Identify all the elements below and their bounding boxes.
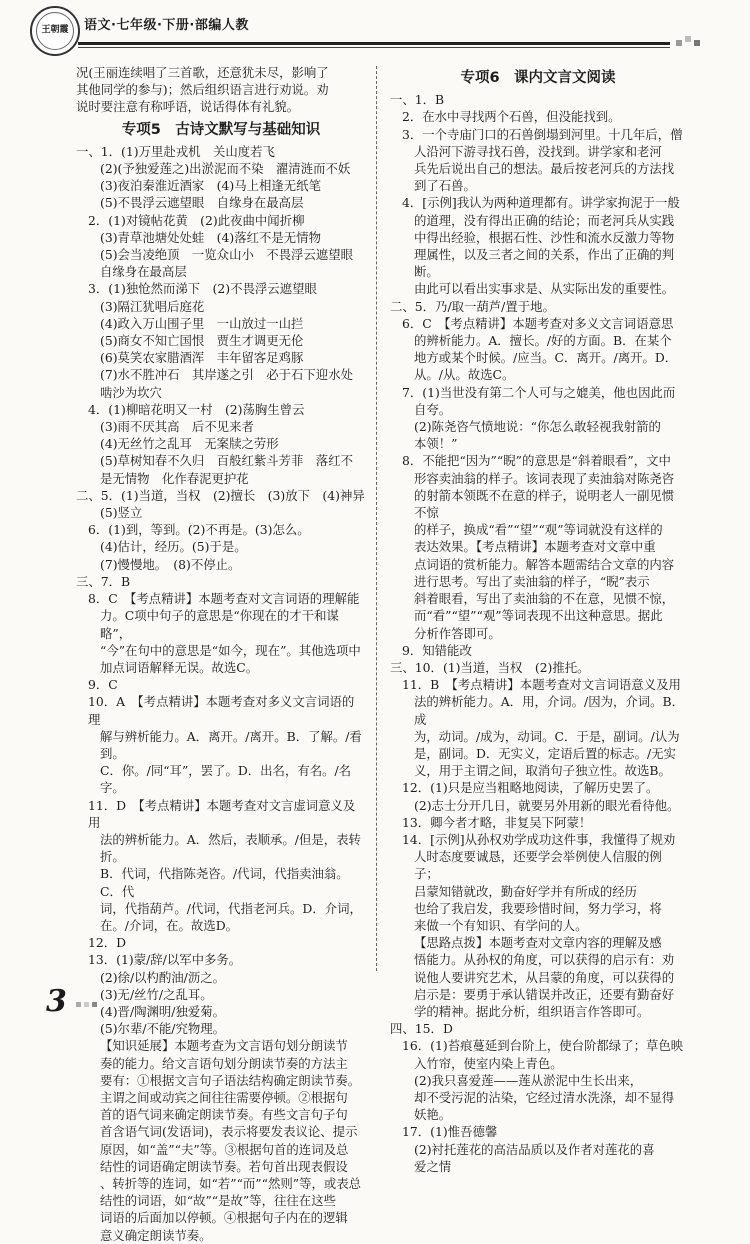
answer-line: 8．C 【考点精讲】本题考查对文言词语的理解能 <box>88 591 360 607</box>
answer-line: 啮沙为坎穴 <box>100 384 162 400</box>
answer-line: 解与辨析能力。A．离开。/离开。B．了解。/看到。 <box>100 728 362 761</box>
answer-line: (4)无丝竹之乱耳 无案牍之劳形 <box>100 436 279 452</box>
answer-line: 二、5．乃/取一葫芦/置于地。 <box>390 298 555 314</box>
answer-line: 分析作答即可。 <box>414 625 501 641</box>
answer-line: 地方或某个时候。/应当。C．离开。/离开。D． <box>414 350 678 366</box>
publisher-logo <box>30 6 80 56</box>
answer-line: 兵先后说出自己的想法。最后按老河兵的方法找 <box>414 161 675 177</box>
answer-line: 16．(1)苔痕蔓延到台阶上，使台阶都绿了；草色映 <box>402 1038 684 1054</box>
answer-line: 本领！” <box>414 436 458 452</box>
answer-line: 6．(1)到，等到。(2)不再是。(3)怎么。 <box>88 522 310 538</box>
answer-line: 中得出经验，根据石性、沙性和流水反激力等物 <box>414 229 675 245</box>
answer-line: 点词语的赏析能力。解答本题需结合文章的内容 <box>414 556 675 572</box>
answer-line: 10．A 【考点精讲】本题考查对多义文言词语的理 <box>88 694 355 727</box>
answer-line: 进行思考。写出了卖油翁的样子，“睨”表示 <box>414 573 650 589</box>
right-column <box>390 64 686 1175</box>
answer-line: 来做一个有知识、有学问的人。 <box>414 917 588 933</box>
section-title-6: 专项6 课内文言文阅读 <box>460 70 616 86</box>
answer-line: 14．[示例]从孙权劝学成功这件事，我懂得了规劝 <box>402 831 676 847</box>
answer-line: 9．C <box>88 677 118 693</box>
answer-line: 、转折等的连词，如“若”“而”“然则”等，或表总 <box>100 1176 362 1191</box>
header-rule-thin <box>78 47 670 48</box>
answer-line: (5)商女不知亡国恨 贾生才调更无伦 <box>100 333 304 349</box>
answer-line: 入竹帘，使室内染上青色。 <box>414 1055 563 1071</box>
decor-square <box>694 40 700 46</box>
answer-line: 词，代指葫芦。/代词，代指老河兵。D．介词， <box>100 900 362 916</box>
answer-line: 意义确定朗读节奏。 <box>100 1227 212 1243</box>
answer-line: (7)水不胜冲石 其岸遂之引 必于石下迎水处 <box>100 367 353 383</box>
answer-line: 自缘身在最高层 <box>100 264 187 280</box>
answer-line: 力。C项中句子的意思是“你现在的才干和谋略”， <box>100 608 339 641</box>
answer-line: 12．D <box>88 935 127 951</box>
answer-line: 四、15．D <box>390 1021 453 1037</box>
answer-line: B．代词，代指陈尧咨。/代词，代指卖油翁。C．代 <box>100 866 349 899</box>
answer-line: 二、5．(1)当道，当权 (2)擅长 (3)放下 (4)神异 <box>76 487 365 503</box>
answer-list-left <box>76 143 366 1244</box>
answer-line: 词语的后面加以停顿。④根据句子内在的逻辑 <box>100 1210 348 1226</box>
answer-line: 结性的词语，如“故”“是故”等，往往在这些 <box>100 1193 336 1209</box>
answer-line: 形容卖油翁的样子。该词表现了卖油翁对陈尧咨 <box>414 470 675 486</box>
answer-line: 三、7．B <box>76 573 131 589</box>
answer-line: 11．D 【考点精讲】本题考查对文言虚词意义及用 <box>88 797 356 830</box>
answer-line: 3．(1)独怆然而涕下 (2)不畏浮云遮望眼 <box>88 281 317 297</box>
answer-line: (5)不畏浮云遮望眼 自缘身在最高层 <box>100 195 304 211</box>
answer-line: 6．C 【考点精讲】本题考查对多义文言词语意思 <box>402 315 674 331</box>
answer-line: (2)陈尧咨气愤地说：“你怎么敢轻视我射箭的 <box>414 419 661 435</box>
answer-line: 却不受污泥的沾染，它经过清水洗涤，却不显得 <box>414 1089 675 1105</box>
answer-line: 由此可以看出实事求是、从实际出发的重要性。 <box>414 281 675 297</box>
decor-square <box>685 36 691 42</box>
page-header <box>0 0 750 66</box>
answer-line: 4．(1)柳暗花明又一村 (2)荡胸生曾云 <box>88 401 305 417</box>
answer-line: 4．[示例]我认为两种道理都有。讲学家拘泥于一般 <box>402 195 680 211</box>
answer-line: 原因，如“盖”“夫”等。③根据句首的连词及总 <box>100 1141 349 1157</box>
answer-line: 一、1．(1)万里赴戎机 关山度若飞 <box>76 143 275 159</box>
answer-line: 要有：①根据文言句子语法结构确定朗读节奏。 <box>100 1072 361 1088</box>
answer-line: 爱之情 <box>414 1158 452 1174</box>
answer-line: 人沿河下游寻找石兽，没找到。讲学家和老河 <box>414 143 662 159</box>
decor-dot <box>92 1002 97 1007</box>
answer-line: 12．(1)只是应当粗略地阅读，了解历史罢了。 <box>402 780 659 796</box>
answer-line: 理属性，以及三者之间的关系，作出了正确的判断。 <box>414 247 675 280</box>
answer-line: 2．在水中寻找两个石兽，但没能找到。 <box>402 109 621 125</box>
answer-line: 悟能力。从孙权的角度，可以获得的启示有：劝 <box>414 952 675 968</box>
answer-line: 是，副词。D．无实义，定语后置的标志。/无实 <box>414 745 676 761</box>
answer-line: 结性的词语确定朗读节奏。若句首出现表假设 <box>100 1158 348 1174</box>
answer-line: (5)竖立 <box>100 505 143 521</box>
answer-line: 首的语气词来确定朗读节奏。有些文言句子句 <box>100 1107 348 1123</box>
answer-line: (4)政入万山围子里 一山放过一山拦 <box>100 315 304 331</box>
answer-line: (3)雨不厌其高 后不见来者 <box>100 419 254 435</box>
answer-line: (5)尔辈/不能/究物理。 <box>100 1021 226 1037</box>
answer-line: (3)青草池塘处处蛙 (4)落红不是无情物 <box>100 229 321 245</box>
answer-line: 在。/介词，在。故选D。 <box>100 917 239 933</box>
answer-line: 的道理，没有得出正确的结论；而老河兵从实践 <box>414 212 675 228</box>
answer-line: 说他人要讲究艺术，从吕蒙的角度，可以获得的 <box>414 969 675 985</box>
answer-line: 【思路点拨】本题考查对文章内容的理解及感 <box>414 935 662 951</box>
answer-line: 法的辨析能力。A．用，介词。/因为，介词。B．成 <box>414 694 685 727</box>
logo-text: 王朝霞 <box>36 12 74 50</box>
answer-line: 奏的能力。给文言语句划分朗读节奏的方法主 <box>100 1055 348 1071</box>
intro-text <box>76 64 366 116</box>
answer-line: 加点词语解释无误。故选C。 <box>100 659 259 675</box>
answer-line: 的辨析能力。A．擅长。/好的方面。B．在某个 <box>414 333 672 349</box>
answer-line: 人时态度要诚恳，还要学会举例使人信服的例子； <box>414 849 662 882</box>
answer-line: 启示是：要勇于承认错误并改正，还要有勤奋好 <box>414 986 675 1002</box>
answer-line: 从。/从。故选C。 <box>414 367 515 383</box>
answer-line: 表达效果。【考点精讲】本题考查对文章中重 <box>414 539 656 555</box>
intro-line: 其他同学的参与)；然后组织语言进行劝说。劝 <box>76 82 329 98</box>
answer-line: 一、1．B <box>390 92 445 108</box>
answer-line: 首含语气词(发语词)，表示将要发表议论、提示 <box>100 1124 358 1140</box>
answer-line: 义，用于主谓之间，取消句子独立性。故选B。 <box>414 763 671 779</box>
answer-line: 妖艳。 <box>414 1107 452 1123</box>
answer-line: (6)莫笑农家腊酒浑 丰年留客足鸡豚 <box>100 350 304 366</box>
answer-line: 主谓之间或动宾之间往往需要停顿。②根据句 <box>100 1089 348 1105</box>
answer-line: 13．(1)蒙/辞/以军中多务。 <box>88 952 242 968</box>
answer-line: 9．知错能改 <box>402 642 472 658</box>
decor-dot <box>84 1002 89 1007</box>
answer-line: 11．B 【考点精讲】本题考查对文言词语意义及用 <box>402 677 681 693</box>
answer-line: “今”在句中的意思是“如今，现在”。其他选项中 <box>100 642 361 658</box>
decor-dot <box>76 1002 81 1007</box>
answer-line: 也给了我启发，我要珍惜时间，努力学习，将 <box>414 900 662 916</box>
answer-line: 为，动词。/成为，动词。C．于是，副词。/认为 <box>414 728 680 744</box>
answer-line: 2．(1)对镜帖花黄 (2)此夜曲中闻折柳 <box>88 212 305 228</box>
answer-line: (2)衬托莲花的高洁品质以及作者对莲花的喜 <box>414 1141 655 1157</box>
answer-line: 而“看”“望”“观”等词表现不出这种意思。据此 <box>414 608 663 624</box>
answer-line: 17．(1)惟吾德馨 <box>402 1124 498 1140</box>
answer-line: C．你。/同“耳”，罢了。D．出名，有名。/名字。 <box>100 763 352 796</box>
answer-line: (3)夜泊秦淮近酒家 (4)马上相逢无纸笔 <box>100 178 321 194</box>
answer-line: 学的精神。据此分析，组织语言作答即可。 <box>414 1003 650 1019</box>
answer-line: 3．一个寺庙门口的石兽倒塌到河里。十几年后，僧 <box>402 126 683 142</box>
answer-line: 的样子，换成“看”“望”“观”等词就没有这样的 <box>414 522 663 538</box>
series-title: 语文·七年级·下册·部编人教 <box>84 18 249 33</box>
answer-line: (3)隔江犹唱后庭花 <box>100 298 205 314</box>
answer-line: (2)志士分开几日，就要另外用新的眼光看待他。 <box>414 797 680 813</box>
answer-line: (2)我只喜爱莲——莲从淤泥中生长出来， <box>414 1072 643 1088</box>
answer-line: 7．(1)当世没有第二个人可与之媲美，他也因此而 <box>402 384 676 400</box>
answer-line: 到了石兽。 <box>414 178 476 194</box>
answer-line: 三、10．(1)当道，当权 (2)推托。 <box>390 659 590 675</box>
answer-line: (2)(予独爱莲之)出淤泥而不染 濯清涟而不妖 <box>100 161 351 177</box>
header-rule <box>78 42 670 45</box>
answer-line: (4)估计，经历。(5)于是。 <box>100 539 247 555</box>
answer-line: (7)慢慢地。 (8)不停止。 <box>100 556 241 572</box>
answer-line: 斜着眼看，写出了卖油翁的不在意，见惯不惊， <box>414 591 675 607</box>
decor-square <box>676 40 682 46</box>
answer-line: (3)无/丝竹/之乱耳。 <box>100 986 213 1002</box>
answer-line: 是无情物 化作春泥更护花 <box>100 470 249 486</box>
left-column <box>76 64 366 1244</box>
section-title-5: 专项5 古诗文默写与基础知识 <box>121 121 321 138</box>
answer-line: 的射箭本领既不在意的样子，说明老人一副见惯不惊 <box>414 487 675 521</box>
answer-line: (2)徐/以杓酌油/沥之。 <box>100 969 226 985</box>
answer-line: (5)会当凌绝顶 一览众山小 不畏浮云遮望眼 <box>100 247 353 263</box>
answer-line: 吕蒙知错就改，勤奋好学并有所成的经历 <box>414 883 638 899</box>
answer-line: 8．不能把“因为”“睨”的意思是“斜着眼看”，文中 <box>402 453 671 469</box>
answer-line: (5)草树知春不久归 百般红紫斗芳菲 落红不 <box>100 453 353 469</box>
answer-line: 自夸。 <box>414 401 452 417</box>
answer-line: 13．卿今者才略，非复吴下阿蒙！ <box>402 814 592 830</box>
column-divider <box>376 66 377 971</box>
intro-line: 况(王丽连续唱了三首歌，还意犹未尽，影响了 <box>76 65 329 80</box>
answer-line: 法的辨析能力。A．然后，表顺承。/但是，表转折。 <box>100 831 361 865</box>
answer-list-right <box>390 91 686 1175</box>
answer-line: (4)晋/陶渊明/独爱菊。 <box>100 1003 226 1019</box>
answer-line: 【知识延展】本题考查为文言语句划分朗读节 <box>100 1038 348 1054</box>
intro-line: 说时要注意有称呼语，说话得体有礼貌。 <box>76 99 300 115</box>
page-number: 3 <box>46 984 67 1019</box>
